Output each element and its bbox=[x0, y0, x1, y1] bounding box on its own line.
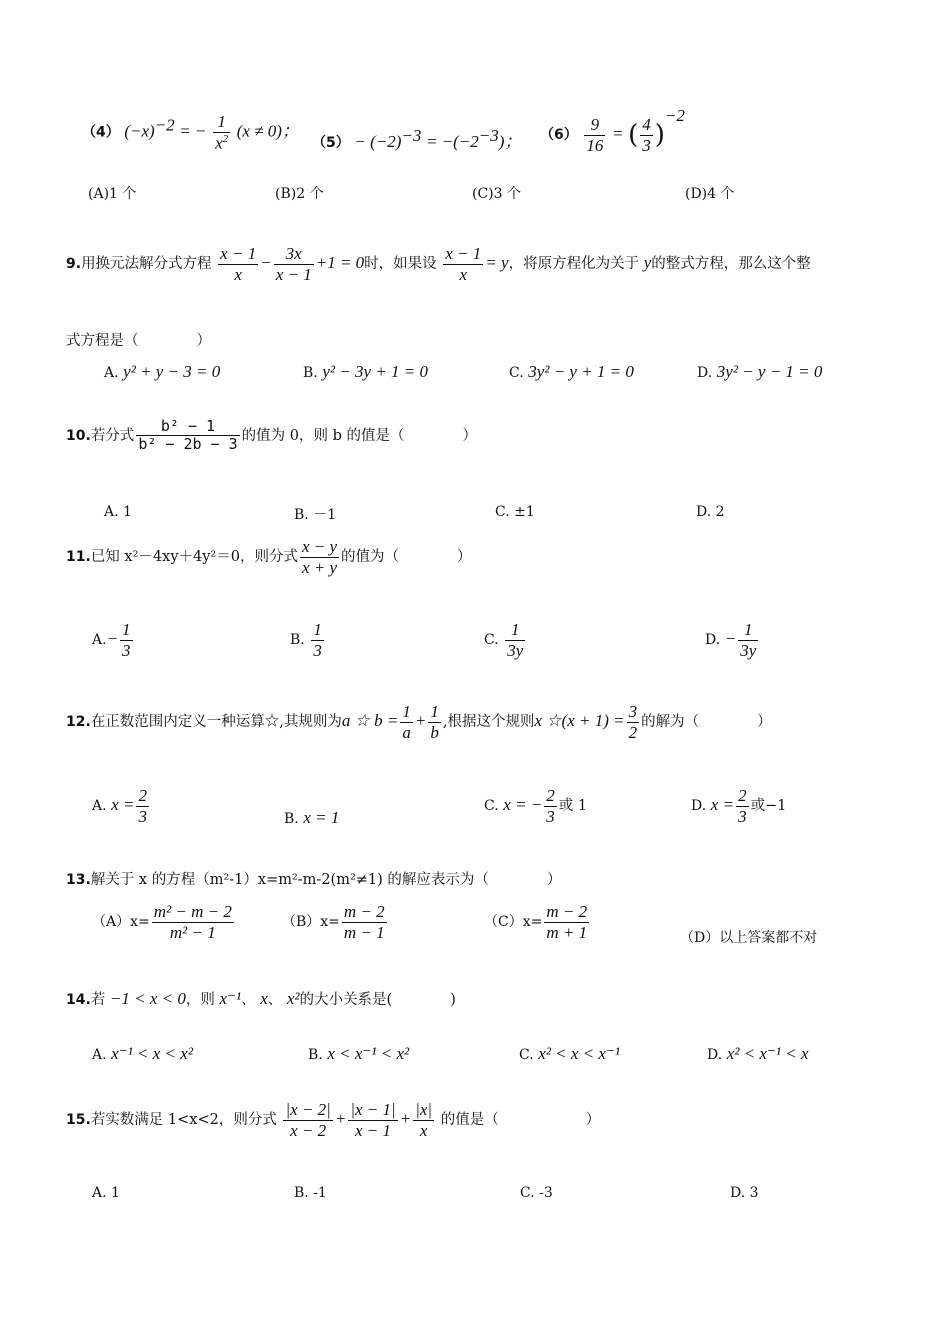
question-10-fraction: $\frac{\text{b² − 1}}{\text{b² − 2b − 3}}$ bbox=[138, 417, 238, 454]
q10-option-b[interactable]: B. －1 bbox=[294, 507, 337, 523]
item-6-fraction: $\frac{9}{16}$ bbox=[586, 114, 604, 155]
q9-option-d[interactable]: D. 3y² − y − 1 = 0 bbox=[697, 362, 823, 381]
q11-option-a[interactable]: A.− $\frac{1}{3}$ bbox=[92, 620, 131, 660]
question-13-number: 13. bbox=[66, 872, 91, 888]
item-4-condition: (x ≠ 0)； bbox=[236, 121, 299, 141]
row4-option-a[interactable]: (A)1 个 bbox=[88, 186, 137, 202]
q15-option-b[interactable]: B. -1 bbox=[294, 1185, 327, 1201]
q13-option-a[interactable]: （A）x= $\frac{\text{m² − m − 2}}{\text{m² − 1}}$ bbox=[92, 902, 232, 942]
question-15: 15.若实数满足 1<x<2，则分式 $\frac{|x - 2|}{x - 2}$ + $\frac{|x - 1|}{x - 1}$ + $\frac{|x|}{x}$ 的值是（ ） bbox=[66, 1100, 601, 1140]
q9-option-c[interactable]: C. 3y² − y + 1 = 0 bbox=[509, 362, 634, 381]
row4-option-b[interactable]: (B)2 个 bbox=[275, 186, 324, 202]
item-4 bbox=[82, 112, 299, 153]
item-6: （6） $\frac{9}{16}$ = ( $\frac{4}{3}$ )$^{-2}$ bbox=[540, 106, 685, 155]
item-5: $(5) - (-2)^{-3} = -(-2^{-3})$； bbox=[312, 126, 522, 151]
q10-option-c[interactable]: C. ±1 bbox=[495, 504, 535, 520]
item-6-label: （6） bbox=[540, 127, 578, 143]
item-4-fraction: $\frac{1}{x^2}$ bbox=[215, 112, 229, 153]
question-14-number: 14. bbox=[66, 992, 91, 1008]
q10-option-d[interactable]: D. 2 bbox=[696, 504, 725, 520]
item-4-label: （4） bbox=[82, 124, 120, 141]
q10-option-a[interactable]: A. 1 bbox=[104, 504, 132, 520]
q11-option-b[interactable]: B. $\frac{1}{3}$ bbox=[290, 620, 322, 660]
item-4-eq: = − bbox=[179, 121, 207, 141]
question-9: 9.用换元法解分式方程 $\frac{x - 1}{x}$ − $\frac{3x}{x - 1}$ +1 = 0时，如果设 $\frac{x - 1}{x}$ = y，将原方程化为关于 y的整式方程，那么这个整 bbox=[66, 244, 811, 284]
q13-option-d[interactable]: （D）以上答案都不对 bbox=[680, 930, 818, 946]
q9-option-b[interactable]: B. y² − 3y + 1 = 0 bbox=[303, 362, 428, 381]
question-11-number: 11. bbox=[66, 549, 91, 566]
item-5-label: （5） bbox=[312, 134, 350, 151]
q12-option-d[interactable]: D. x = $\frac{2}{3}$ 或−1 bbox=[691, 786, 787, 826]
q11-option-c[interactable]: C. $\frac{1}{3y}$ bbox=[484, 620, 524, 660]
q15-option-c[interactable]: C. -3 bbox=[520, 1185, 553, 1201]
q13-option-c[interactable]: （C）x= $\frac{m - 2}{m + 1}$ bbox=[484, 902, 588, 942]
q11-option-d[interactable]: D. − $\frac{1}{3y}$ bbox=[705, 620, 757, 660]
q15-option-d[interactable]: D. 3 bbox=[730, 1185, 759, 1201]
question-14: 14.若 −1 < x < 0，则 x⁻¹、 x、 x²的大小关系是( ) bbox=[66, 989, 456, 1008]
q12-option-c[interactable]: C. x = − $\frac{2}{3}$ 或 1 bbox=[484, 786, 588, 826]
q14-option-c[interactable]: C. x² < x < x⁻¹ bbox=[519, 1044, 621, 1063]
question-11: 11.已知 x²－4xy＋4y²＝0，则分式 $\frac{x - y}{x + y}$ 的值为（ ） bbox=[66, 537, 472, 577]
q14-option-b[interactable]: B. x < x⁻¹ < x² bbox=[308, 1044, 410, 1063]
question-10-number: 10. bbox=[66, 427, 91, 444]
question-9-continued: 式方程是（ ） bbox=[66, 333, 211, 349]
q9-option-a[interactable]: A. y² + y − 3 = 0 bbox=[104, 362, 221, 381]
row4-option-d[interactable]: (D)4 个 bbox=[685, 186, 735, 202]
q14-option-a[interactable]: A. x⁻¹ < x < x² bbox=[92, 1044, 193, 1063]
question-12: 12.在正数范围内定义一种运算☆,其规则为a ☆ b = $\frac{1}{a}$ + $\frac{1}{b}$ ,根据这个规则x ☆(x + 1) = $\frac{3}{2}$ 的解为（ ） bbox=[66, 702, 772, 742]
question-10: 10.若分式 $\frac{\text{b² − 1}}{\text{b² − 2b − 3}}$ 的值为 0，则 b 的值是（ ） bbox=[66, 417, 477, 454]
q14-option-d[interactable]: D. x² < x⁻¹ < x bbox=[707, 1044, 809, 1063]
q12-option-a[interactable]: A. x = $\frac{2}{3}$ bbox=[92, 786, 147, 826]
question-12-number: 12. bbox=[66, 714, 91, 731]
question-13: 13.解关于 x 的方程（m²-1）x=m²-m-2(m²≠1) 的解应表示为（ ） bbox=[66, 872, 562, 888]
question-9-number: 9. bbox=[66, 256, 82, 273]
q12-option-b[interactable]: B. x = 1 bbox=[284, 808, 340, 827]
q13-option-b[interactable]: （B）x= $\frac{m - 2}{m - 1}$ bbox=[282, 902, 385, 942]
q15-option-a[interactable]: A. 1 bbox=[92, 1185, 120, 1201]
item-4-exp: −2 bbox=[154, 115, 175, 135]
row4-option-c[interactable]: (C)3 个 bbox=[472, 186, 521, 202]
question-11-fraction: $\frac{x - y}{x + y}$ bbox=[301, 537, 338, 577]
question-15-number: 15. bbox=[66, 1112, 91, 1129]
item-4-base: (−x) bbox=[124, 121, 155, 141]
